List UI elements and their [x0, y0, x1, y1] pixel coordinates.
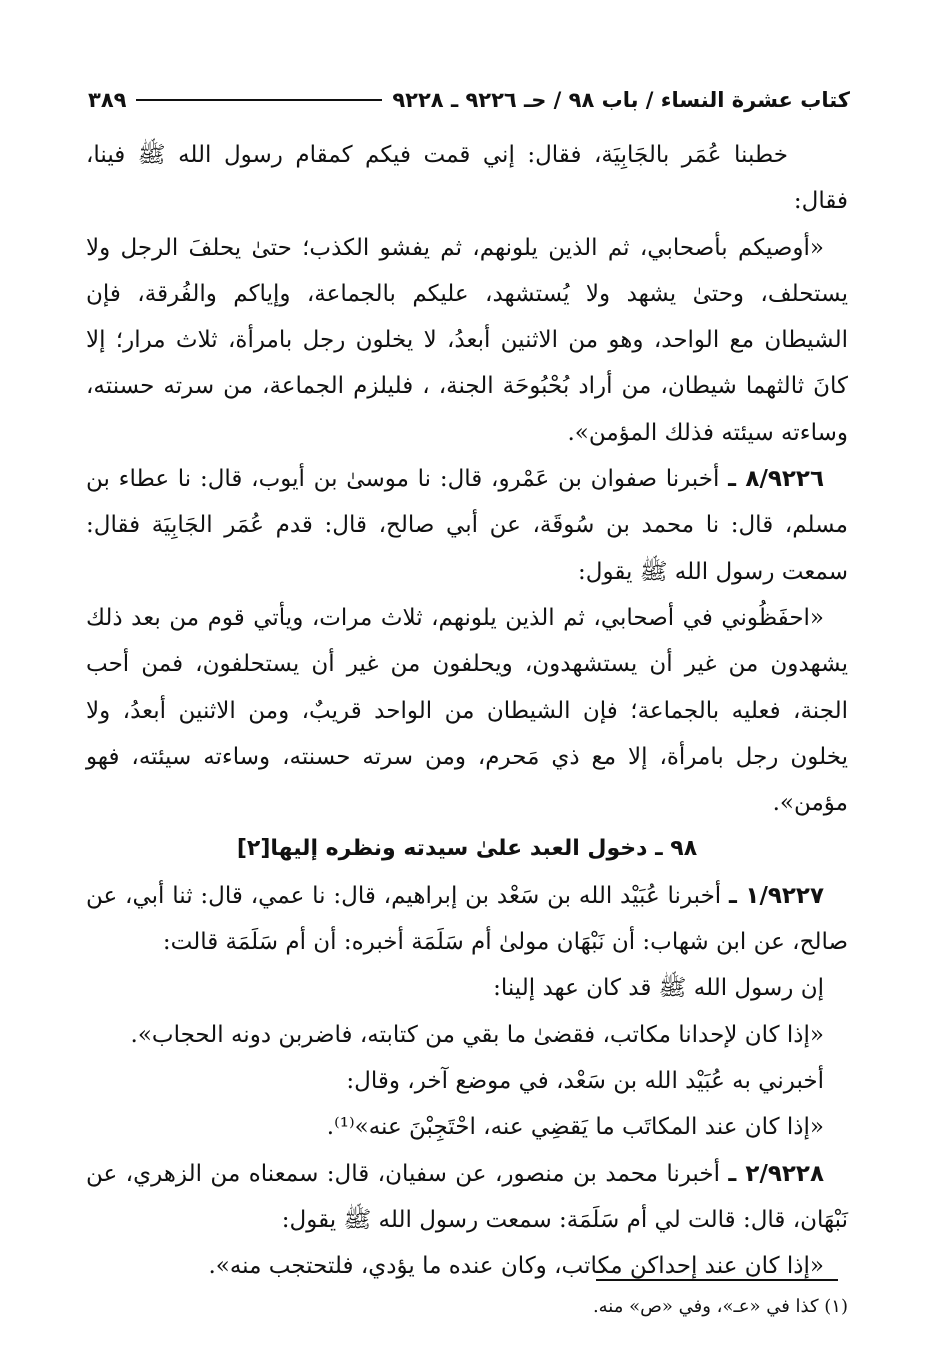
running-header [88, 80, 850, 120]
hadith-number: ٢/٩٢٢٨ ـ [728, 1160, 824, 1187]
paragraph [86, 1151, 848, 1244]
paragraph [86, 132, 848, 225]
paragraph [86, 1012, 848, 1058]
paragraph-text: «إذا كان عند المكاتَب ما يَقضِي عنه، احْتَجِبْنَ عنه»⁽¹⁾. [326, 1114, 824, 1141]
header-title: كتاب عشرة النساء / باب ٩٨ / حـ ٩٢٢٦ ـ ٩٢٢٨ [392, 88, 850, 112]
body-text [86, 132, 848, 1289]
paragraph-text: خطبنا عُمَر بالجَابِيَة، فقال: إني قمت فيكم كمقام رسول الله ﷺ فينا، فقال: [86, 142, 848, 215]
paragraph-text: إن رسول الله ﷺ قد كان عهد إلينا: [493, 975, 824, 1002]
paragraph [86, 1243, 848, 1289]
paragraph-text: «احفَظُوني في أصحابي، ثم الذين يلونهم، ثلاث مرات، ويأتي قوم من بعد ذلك يشهدون من غير أن يستشهدون، ويحلفون من غير أن يستحلفون، فمن أحب الجنة، فعليه بالجماعة؛ فإن الشيطان من الواحد قريبٌ، ومن الاثنين أبعدُ، ولا يخلون رجل بامرأة، إلا مع ذي مَحرم، ومن سرته حسنته، وساءته سيئته، فهو مؤمن». [86, 604, 848, 817]
paragraph-text: أخبرنا صفوان بن عَمْرو، قال: نا موسىٰ بن أيوب، قال: نا عطاء بن مسلم، قال: نا محمد بن سُوقَة، عن أبي صالح، قال: قدم عُمَر الجَابِيَة فقال: سمعت رسول الله ﷺ يقول: [86, 466, 848, 585]
paragraph-text: أخبرنا محمد بن منصور، عن سفيان، قال: سمعناه من الزهري، عن نَبْهَان، قال: قالت لي أم سَلَمَة: سمعت رسول الله ﷺ يقول: [86, 1160, 848, 1233]
page-number: ٣٨٩ [88, 88, 127, 112]
hadith-number: ١/٩٢٢٧ ـ [729, 882, 824, 909]
paragraph-text: «إذا كان عند إحداكن مكاتب، وكان عنده ما يؤدي، فلتحتجب منه». [208, 1253, 824, 1280]
header-rule [136, 99, 382, 101]
paragraph [86, 595, 848, 826]
hadith-number: ٨/٩٢٢٦ ـ [728, 466, 824, 493]
footnote-separator [596, 1279, 838, 1281]
paragraph-text: أخبرنا عُبَيْد الله بن سَعْد بن إبراهيم، قال: نا عمي، قال: ثنا أبي، عن صالح، عن ابن شهاب: أن نَبْهَان مولىٰ أم سَلَمَة أخبره: أن أم سَلَمَة قالت: [86, 882, 848, 956]
paragraph-text: ٩٨ ـ دخول العبد علىٰ سيدته ونظره إليها[٢] [236, 836, 698, 862]
paragraph [86, 965, 848, 1011]
paragraph-text: «أوصيكم بأصحابي، ثم الذين يلونهم، ثم يفشو الكذب؛ حتىٰ يحلفَ الرجل ولا يستحلف، وحتىٰ يشهد ولا يُستشهد، عليكم بالجماعة، وإياكم والفُرقة، فإن الشيطان مع الواحد، وهو من الاثنين أبعدُ، لا يخلون رجل بامرأة، ثلاث مرار؛ إلا كانَ ثالثهما شيطان، من أراد بُحْبُوحَة الجنة، ، فليلزم الجماعة، من سرته حسنته، وساءته سيئته فذلك المؤمن». [86, 234, 848, 446]
section-heading [86, 826, 848, 872]
paragraph [86, 873, 848, 966]
footnote: (١) كذا في «عـ»، وفي «ص» منه. [592, 1296, 848, 1317]
paragraph [86, 1058, 848, 1104]
paragraph [86, 1104, 848, 1150]
paragraph-text: «إذا كان لإحدانا مكاتب، فقضىٰ ما بقي من كتابته، فاضربن دونه الحجاب». [130, 1021, 824, 1048]
paragraph-text: أخبرني به عُبَيْد الله بن سَعْد، في موضع آخر، وقال: [346, 1067, 824, 1094]
paragraph [86, 456, 848, 595]
paragraph [86, 225, 848, 456]
